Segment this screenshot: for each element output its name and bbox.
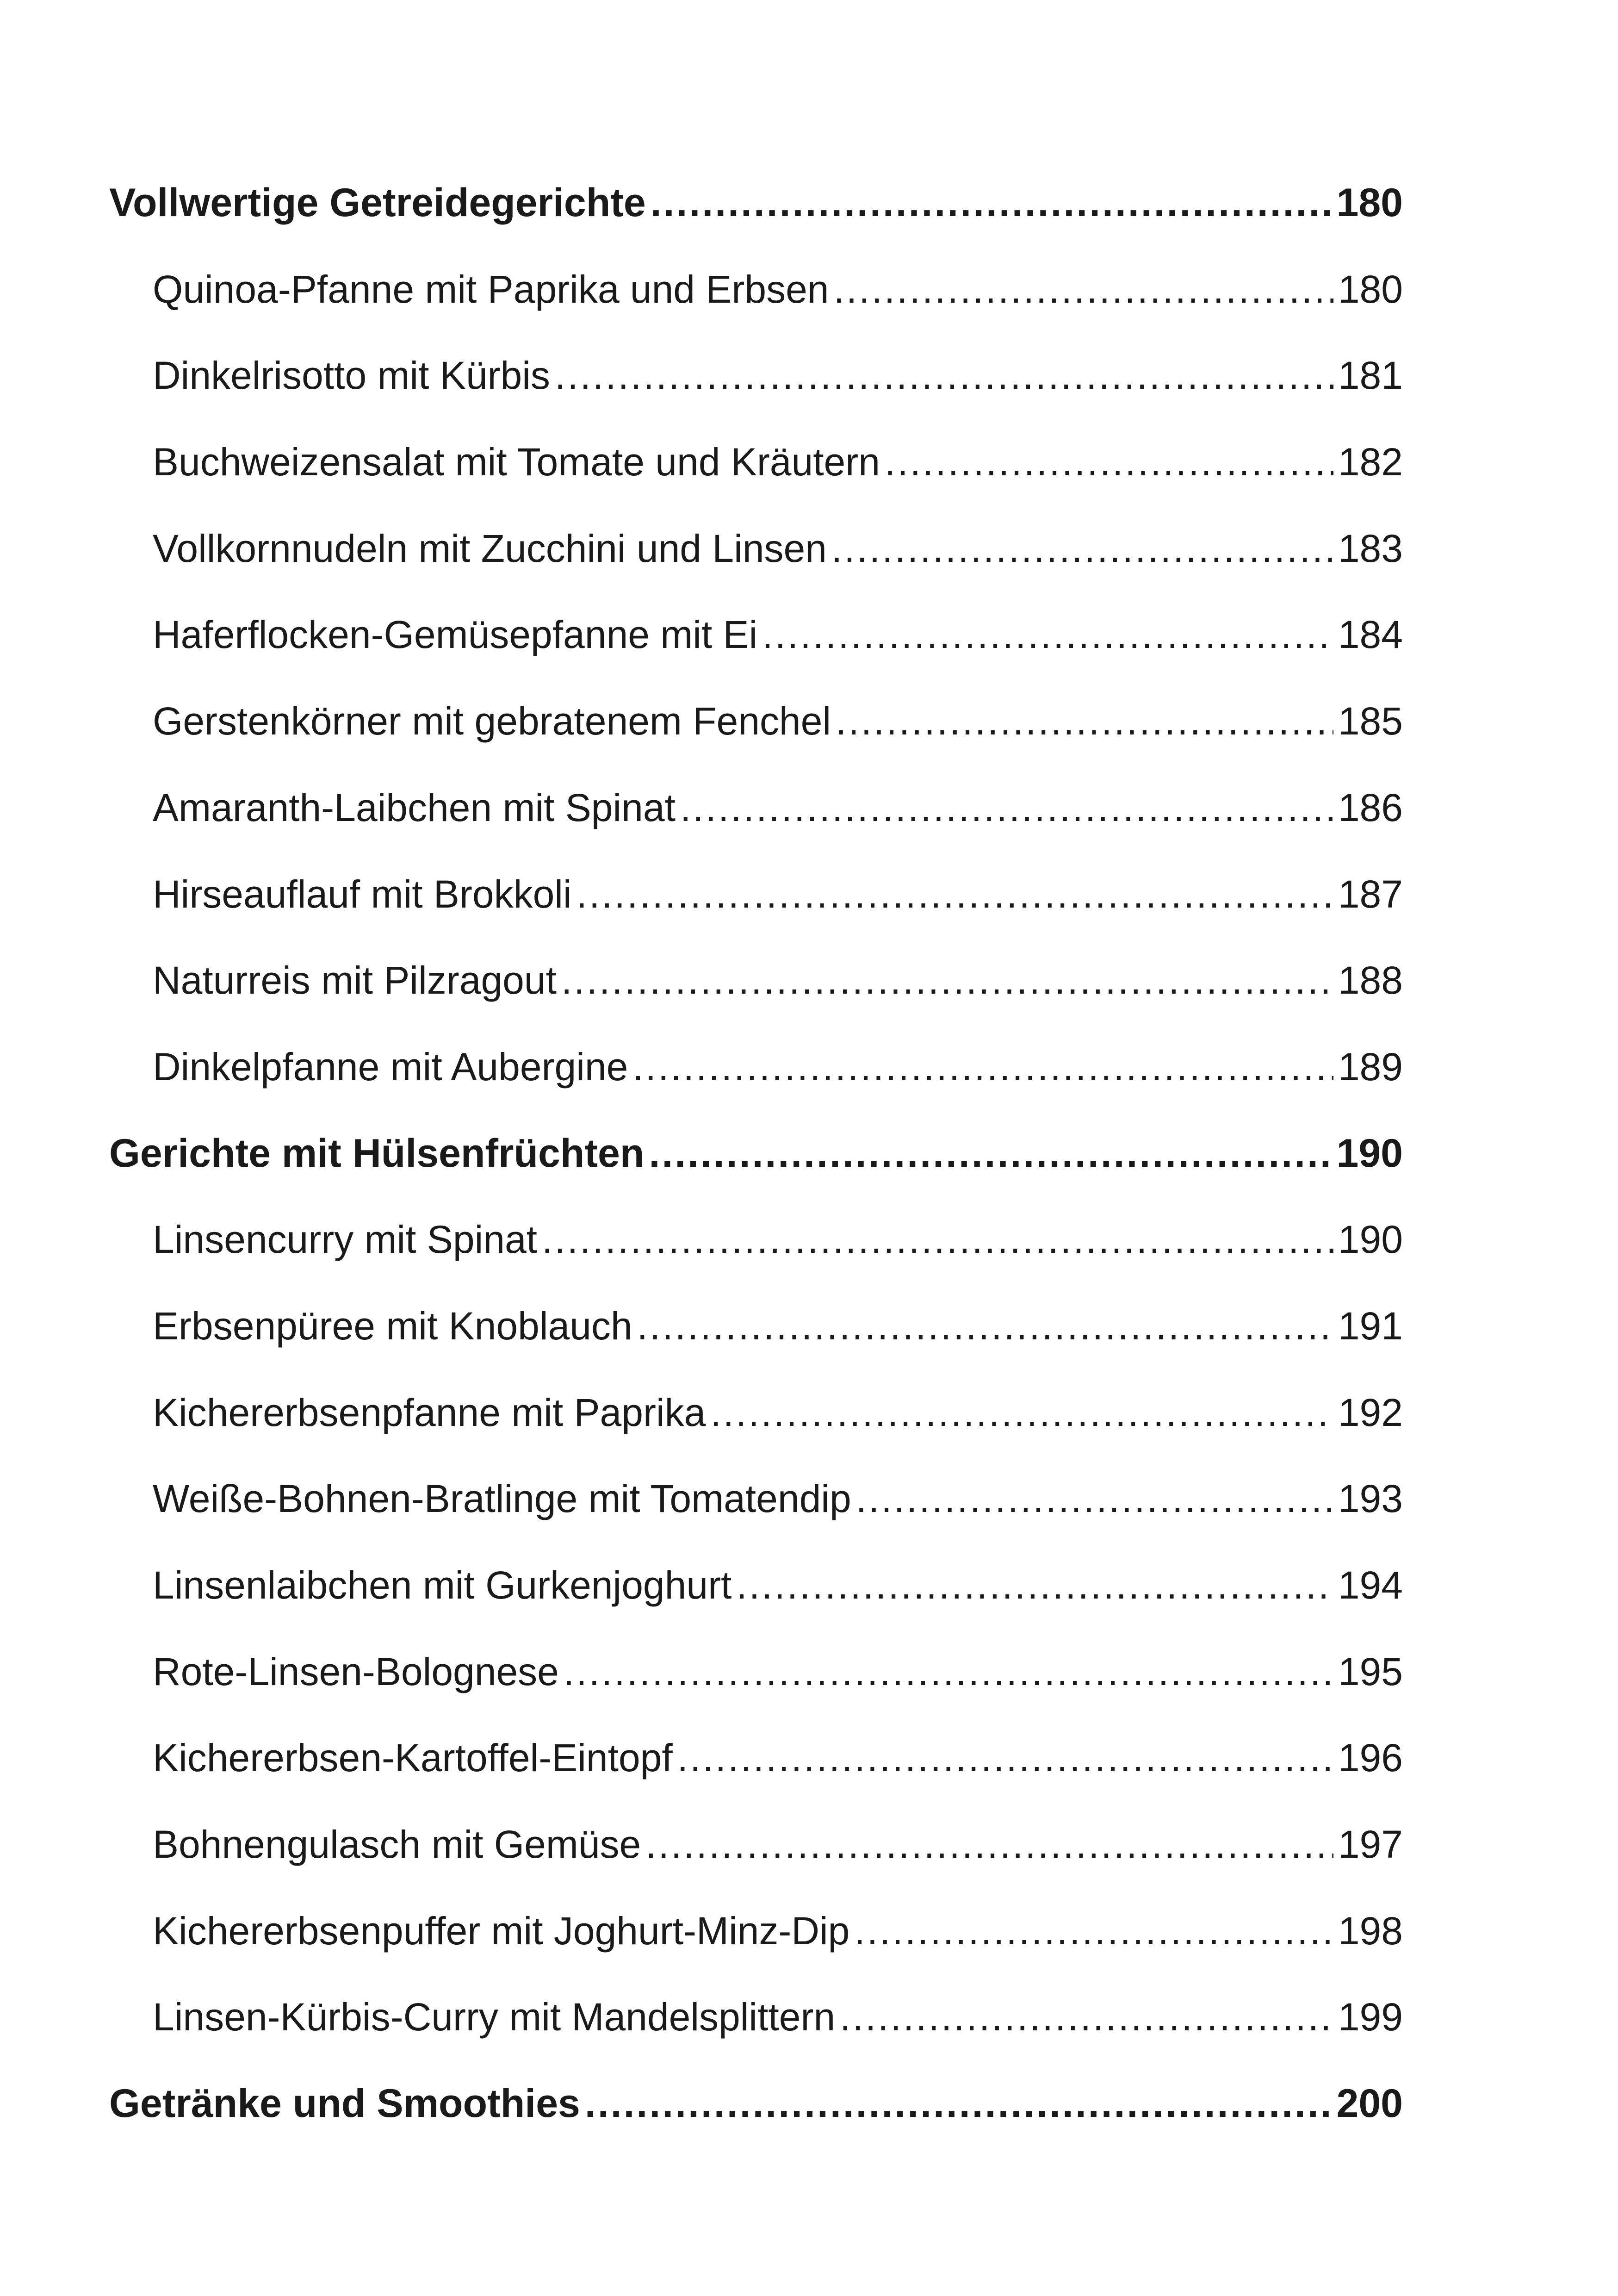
toc-section-page: 200	[1336, 2081, 1403, 2126]
toc-section-page: 190	[1336, 1131, 1403, 1176]
toc-entry-title: Hirseauflauf mit Brokkoli	[153, 872, 572, 916]
toc-entry-row[interactable]	[109, 765, 1403, 851]
toc-section-page: 180	[1336, 180, 1403, 225]
toc-entry-title: Linsencurry mit Spinat	[153, 1218, 538, 1262]
toc-entry-title: Vollkornnudeln mit Zucchini und Linsen	[153, 526, 827, 570]
toc-entry-page: 192	[1338, 1390, 1403, 1434]
toc-entry-page: 183	[1338, 526, 1403, 570]
toc-entry-page: 181	[1338, 354, 1403, 398]
dot-leader	[555, 332, 1333, 419]
dot-leader	[831, 505, 1333, 592]
dot-leader	[632, 1024, 1333, 1110]
toc-entry-row[interactable]	[109, 1369, 1403, 1456]
toc-entry-title: Weiße-Bohnen-Bratlinge mit Tomatendip	[153, 1477, 851, 1521]
toc-entry-title: Naturreis mit Pilzragout	[153, 958, 557, 1002]
toc-entry-row[interactable]	[109, 678, 1403, 765]
dot-leader	[762, 591, 1333, 678]
toc-entry-page: 180	[1338, 267, 1403, 311]
toc-section-title: Gerichte mit Hülsenfrüchten	[109, 1131, 645, 1176]
toc-entry-title: Linsen-Kürbis-Curry mit Mandelsplittern	[153, 1995, 836, 2039]
toc-entry-row[interactable]	[109, 1024, 1403, 1110]
toc-entry-title: Dinkelpfanne mit Aubergine	[153, 1045, 628, 1089]
dot-leader	[564, 1629, 1333, 1715]
toc-entry-title: Haferflocken-Gemüsepfanne mit Ei	[153, 613, 758, 657]
toc-entry-page: 194	[1338, 1563, 1403, 1607]
toc-entry-page: 195	[1338, 1649, 1403, 1693]
dot-leader	[649, 1110, 1332, 1197]
toc-section-row[interactable]	[109, 1110, 1403, 1197]
toc-entry-title: Kichererbsen-Kartoffel-Eintopf	[153, 1736, 673, 1780]
toc-entry-title: Bohnengulasch mit Gemüse	[153, 1823, 641, 1867]
dot-leader	[736, 1542, 1333, 1629]
toc-entry-row[interactable]	[109, 246, 1403, 333]
dot-leader	[561, 937, 1333, 1024]
dot-leader	[645, 1801, 1333, 1888]
dot-leader	[840, 1974, 1333, 2060]
toc-entry-title: Kichererbsenpfanne mit Paprika	[153, 1390, 706, 1434]
dot-leader	[637, 1283, 1333, 1369]
dot-leader	[710, 1369, 1333, 1456]
toc-entry-row[interactable]	[109, 851, 1403, 938]
toc-entry-title: Kichererbsenpuffer mit Joghurt-Minz-Dip	[153, 1909, 850, 1953]
toc-entry-title: Rote-Linsen-Bolognese	[153, 1649, 559, 1693]
toc-entry-row[interactable]	[109, 332, 1403, 419]
toc-entry-page: 186	[1338, 785, 1403, 829]
dot-leader	[677, 1715, 1333, 1801]
toc-entry-row[interactable]	[109, 505, 1403, 592]
toc-section-row[interactable]	[109, 2060, 1403, 2147]
toc-entry-title: Linsenlaibchen mit Gurkenjoghurt	[153, 1563, 732, 1607]
dot-leader	[577, 851, 1333, 938]
toc-section-title: Vollwertige Getreidegerichte	[109, 180, 646, 225]
toc-entry-title: Quinoa-Pfanne mit Paprika und Erbsen	[153, 267, 829, 311]
dot-leader	[854, 1888, 1333, 1974]
toc-entry-row[interactable]	[109, 1542, 1403, 1629]
toc-entry-row[interactable]	[109, 1456, 1403, 1542]
toc-entry-title: Gerstenkörner mit gebratenem Fenchel	[153, 699, 831, 743]
toc-entry-row[interactable]	[109, 1629, 1403, 1715]
toc-entry-page: 199	[1338, 1995, 1403, 2039]
toc-entry-title: Dinkelrisotto mit Kürbis	[153, 354, 550, 398]
toc-entry-page: 196	[1338, 1736, 1403, 1780]
toc-entry-page: 187	[1338, 872, 1403, 916]
toc-entry-page: 182	[1338, 440, 1403, 484]
toc-section-title: Getränke und Smoothies	[109, 2081, 580, 2126]
dot-leader	[834, 246, 1333, 333]
toc-entry-page: 184	[1338, 613, 1403, 657]
toc-entry-page: 193	[1338, 1477, 1403, 1521]
toc-entry-page: 197	[1338, 1823, 1403, 1867]
dot-leader	[856, 1456, 1333, 1542]
toc-section-row[interactable]	[109, 160, 1403, 246]
dot-leader	[585, 2060, 1332, 2147]
toc-entry-page: 190	[1338, 1218, 1403, 1262]
toc-entry-title: Erbsenpüree mit Knoblauch	[153, 1304, 632, 1348]
toc-entry-row[interactable]	[109, 1715, 1403, 1801]
toc-entry-row[interactable]	[109, 937, 1403, 1024]
toc-entry-page: 189	[1338, 1045, 1403, 1089]
toc-entry-page: 198	[1338, 1909, 1403, 1953]
toc-entry-row[interactable]	[109, 1888, 1403, 1974]
toc-entry-row[interactable]	[109, 1283, 1403, 1369]
toc-entry-row[interactable]	[109, 1974, 1403, 2060]
dot-leader	[885, 419, 1333, 505]
dot-leader	[680, 765, 1333, 851]
toc-entry-row[interactable]	[109, 1801, 1403, 1888]
toc-entry-page: 188	[1338, 958, 1403, 1002]
toc-entry-row[interactable]	[109, 419, 1403, 505]
toc-entry-title: Amaranth-Laibchen mit Spinat	[153, 785, 676, 829]
toc-entry-title: Buchweizensalat mit Tomate und Kräutern	[153, 440, 880, 484]
toc-entry-page: 185	[1338, 699, 1403, 743]
table-of-contents	[109, 160, 1403, 2147]
dot-leader	[542, 1196, 1333, 1283]
toc-entry-page: 191	[1338, 1304, 1403, 1348]
dot-leader	[836, 678, 1333, 765]
dot-leader	[651, 160, 1332, 246]
toc-entry-row[interactable]	[109, 1196, 1403, 1283]
toc-entry-row[interactable]	[109, 591, 1403, 678]
